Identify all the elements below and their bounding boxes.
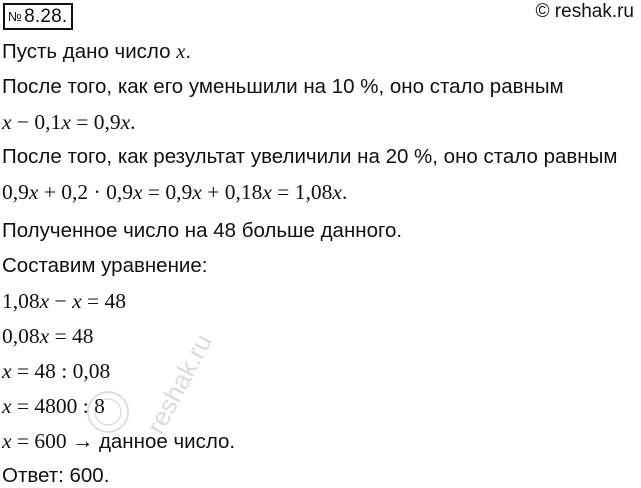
line-text: − [49, 289, 73, 313]
number-sign: № [8, 9, 23, 24]
variable-x: x [192, 180, 202, 204]
line-9 [2, 324, 94, 348]
line-text: Ответ: 600. [2, 464, 110, 487]
line-text: 1,08 [2, 289, 40, 313]
line-text: = 600 → [11, 429, 99, 453]
variable-x: x [2, 110, 12, 134]
variable-x: x [120, 110, 131, 134]
variable-x: x [39, 324, 50, 348]
line-7 [2, 254, 207, 278]
line-text: = 48 : 0,08 [11, 359, 111, 383]
variable-x: x [61, 110, 71, 134]
line-text: . [185, 40, 192, 63]
line-text: + 0,18 [201, 180, 263, 204]
line-text: = 4800 : 8 [11, 394, 105, 418]
copyright-text[interactable]: © reshak.ru [535, 1, 634, 22]
line-text: 0,9 [2, 180, 29, 204]
watermark-text: reshak.ru [140, 328, 218, 439]
line-text: Пусть дано число [2, 40, 177, 63]
line-text: 0,08 [2, 324, 40, 348]
line-text: . [341, 180, 348, 204]
line-text: = 48 [81, 289, 126, 313]
line-6 [2, 219, 402, 243]
line-text: + 0,2 · 0,9 [38, 180, 133, 204]
variable-x: x [28, 180, 39, 204]
line-5 [2, 180, 347, 204]
line-text: . [130, 110, 136, 134]
variable-x: x [132, 180, 143, 204]
line-text: = 0,9 [70, 110, 121, 134]
line-11 [2, 394, 105, 418]
task-number-badge [3, 3, 73, 30]
variable-x: x [2, 429, 12, 453]
line-text: = 1,08 [271, 180, 333, 204]
line-3 [2, 110, 136, 134]
line-text: Составим уравнение: [2, 254, 208, 277]
line-text: = 0,9 [142, 180, 193, 204]
line-text: − 0,1 [11, 110, 62, 134]
variable-x: x [2, 359, 12, 383]
variable-x: x [39, 289, 50, 313]
variable-x: x [332, 180, 342, 204]
variable-x: x [72, 289, 82, 313]
variable-x: x [2, 394, 12, 418]
variable-x: x [176, 41, 186, 63]
line-10 [2, 359, 110, 383]
line-8 [2, 289, 126, 313]
line-13 [2, 464, 109, 488]
variable-x: x [262, 180, 272, 204]
line-2 [2, 75, 564, 99]
line-text: После того, как его уменьшили на 10 %, оно стало равным [2, 75, 564, 98]
line-12 [2, 429, 235, 454]
line-4 [2, 145, 617, 169]
line-text: = 48 [49, 324, 94, 348]
line-text: После того, как результат увеличили на 20 %, оно стало равным [2, 145, 618, 168]
line-1 [2, 40, 191, 64]
line-text: Полученное число на 48 больше данного. [2, 219, 403, 242]
task-number: 8.28. [24, 5, 68, 27]
line-text: данное число. [98, 430, 236, 453]
